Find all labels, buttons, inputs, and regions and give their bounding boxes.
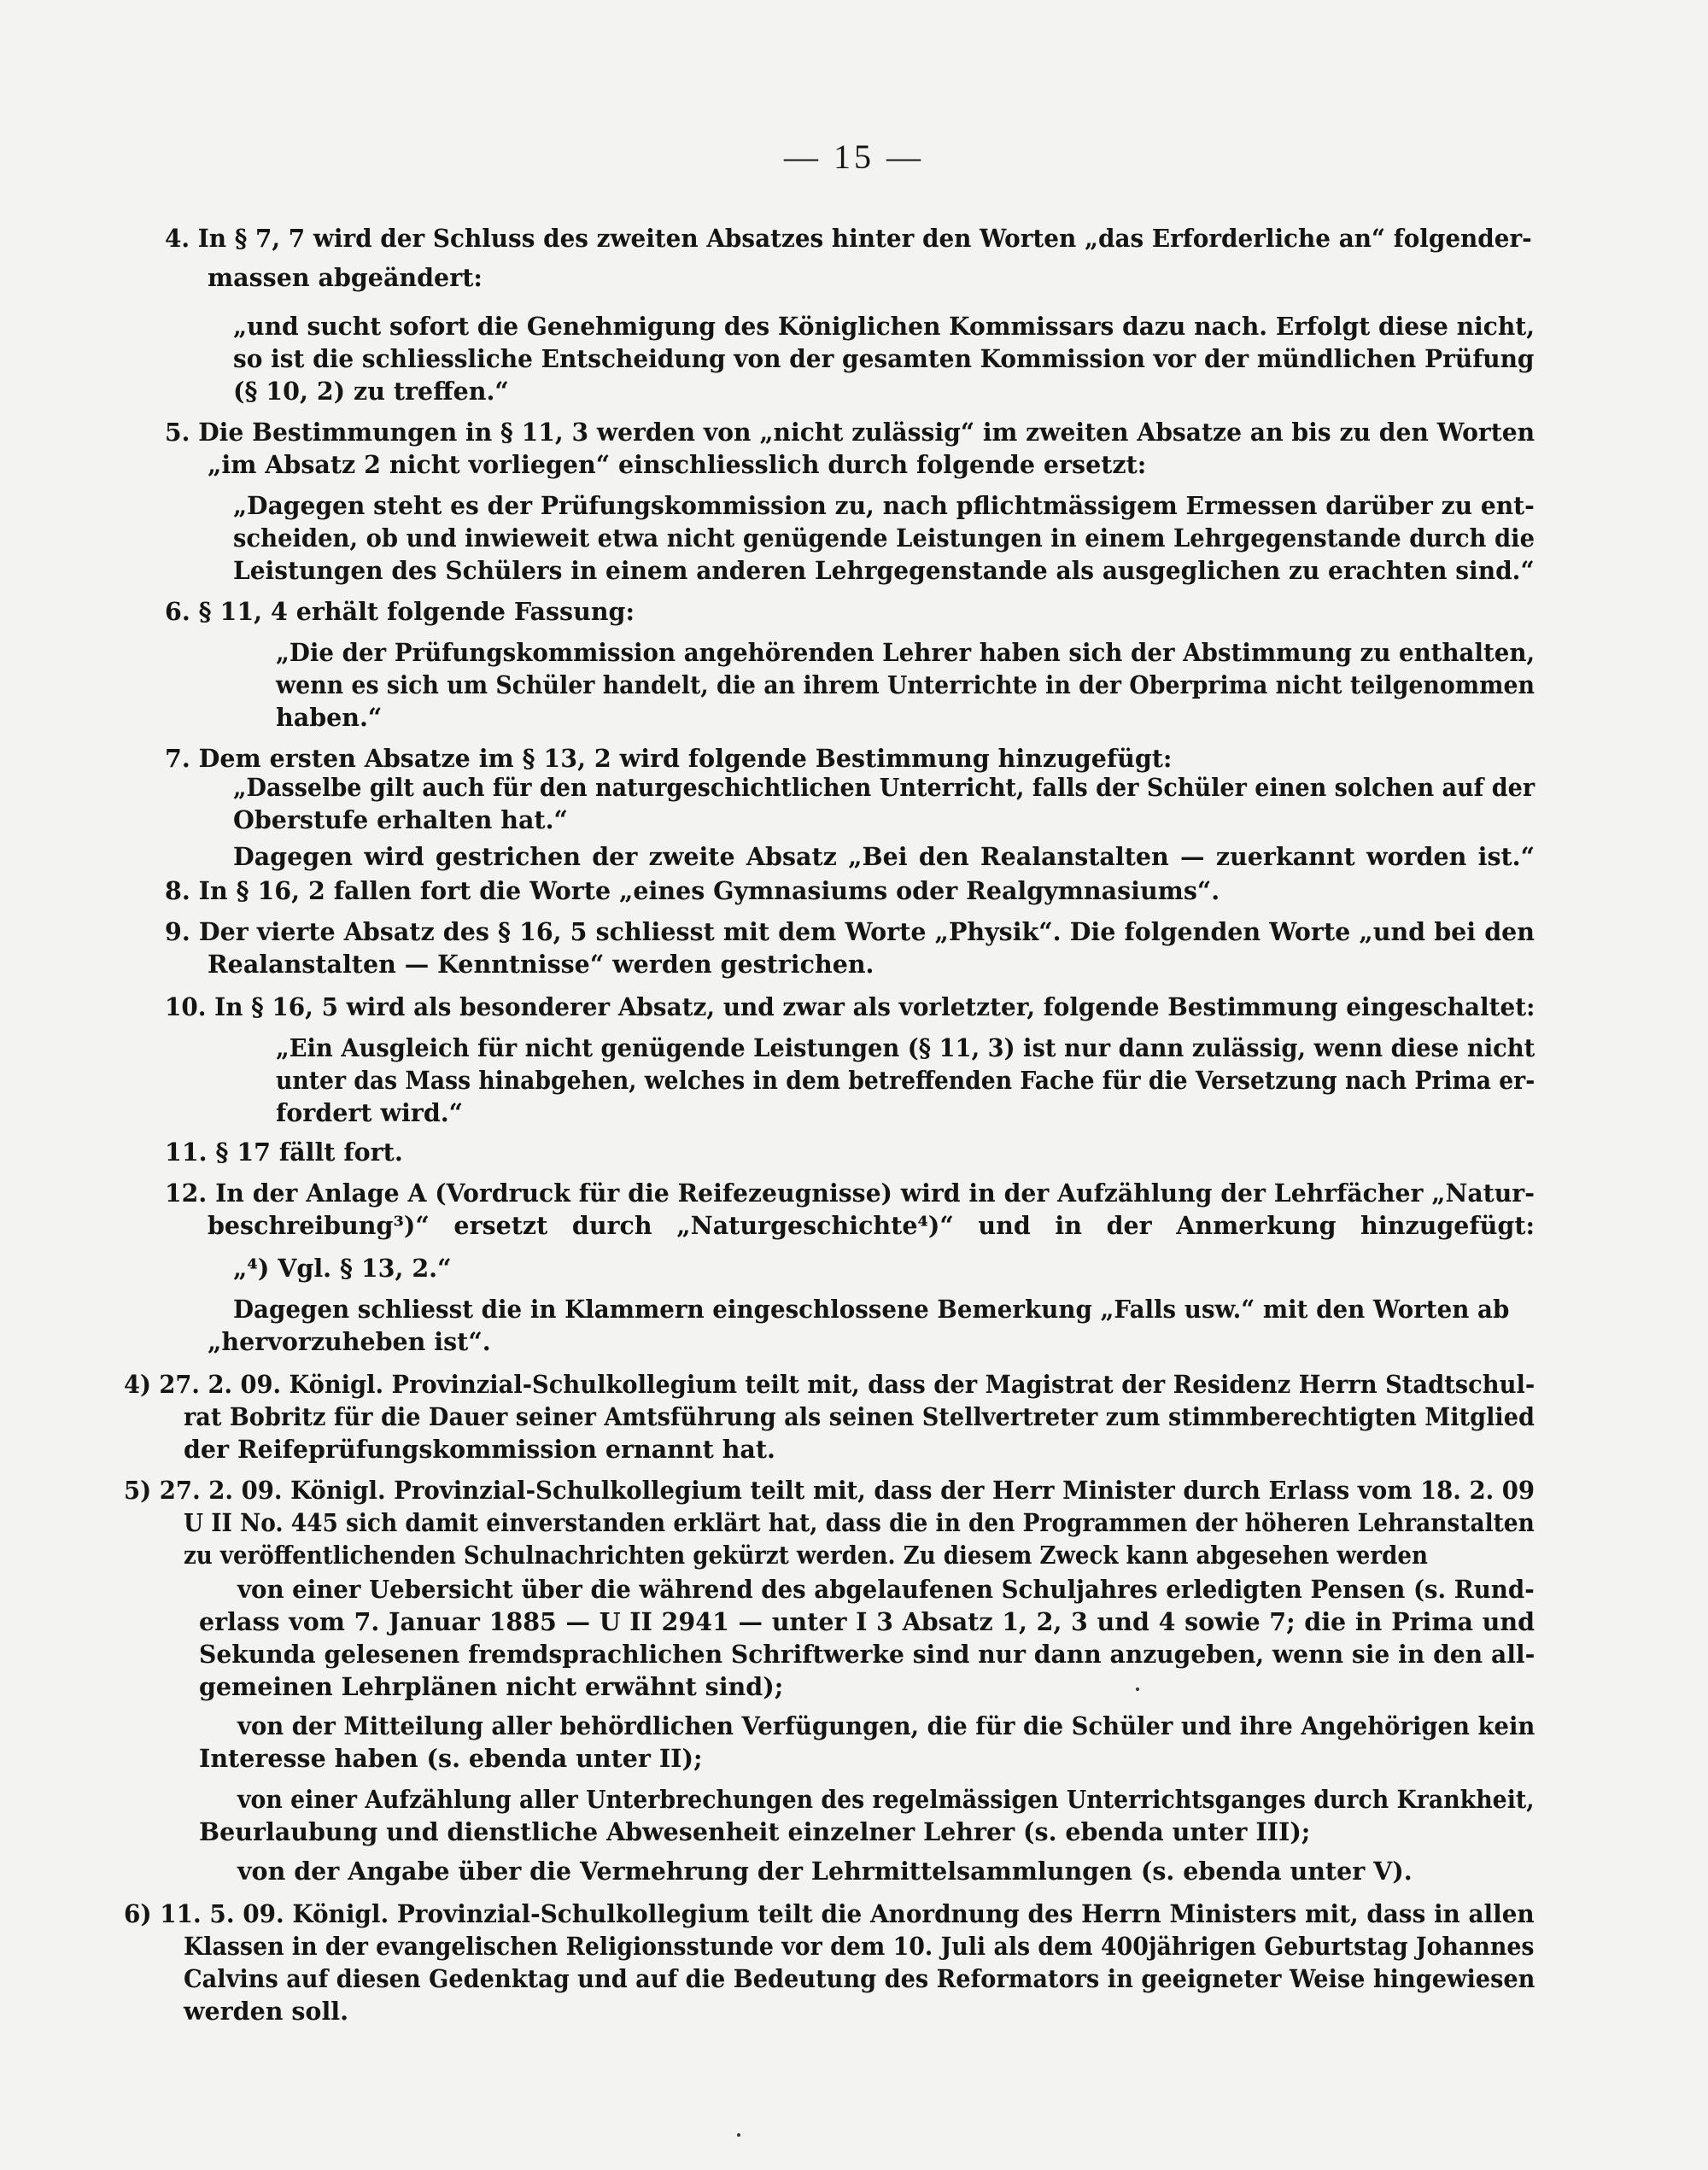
text-line: erlass vom 7. Januar 1885 — U II 2941 — unter I 3 Absatz 1, 2, 3 und 4 sowie 7; die in Prima und	[199, 1607, 1535, 1636]
text-line: 8. In § 16, 2 fallen fort die Worte „eines Gymnasiums oder Realgymnasiums“.	[165, 876, 1220, 905]
text-line: so ist die schliessliche Entscheidung von der gesamten Kommission vor der mündlichen Prüfung	[233, 344, 1535, 373]
page-number: — 15 —	[784, 137, 924, 176]
text-line: von der Angabe über die Vermehrung der Lehrmittelsammlungen (s. ebenda unter V).	[237, 1857, 1413, 1886]
text-line: U II No. 445 sich damit einverstanden erklärt hat, dass die in den Programmen der höheren Lehranstalten	[184, 1508, 1535, 1537]
text-line: 12. In der Anlage A (Vordruck für die Reifezeugnisse) wird in der Aufzählung der Lehrfächer „Natur-	[165, 1179, 1535, 1208]
text-line: wenn es sich um Schüler handelt, die an ihrem Unterrichte in der Oberprima nicht teilgenommen	[276, 670, 1535, 699]
text-line: 9. Der vierte Absatz des § 16, 5 schliesst mit dem Worte „Physik“. Die folgenden Worte „und bei den	[165, 917, 1535, 946]
text-line: „Ein Ausgleich für nicht genügende Leistungen (§ 11, 3) ist nur dann zulässig, wenn diese nicht	[276, 1033, 1535, 1062]
text-line: massen abgeändert:	[208, 263, 483, 292]
text-line: gemeinen Lehrplänen nicht erwähnt sind);	[199, 1672, 784, 1701]
text-line: von der Mitteilung aller behördlichen Verfügungen, die für die Schüler und ihre Angehörigen kein	[237, 1711, 1535, 1740]
ink-speck	[1136, 1687, 1139, 1691]
text-line: Realanstalten — Kenntnisse“ werden gestrichen.	[208, 950, 874, 979]
text-line: Oberstufe erhalten hat.“	[233, 805, 568, 834]
text-line: (§ 10, 2) zu treffen.“	[233, 377, 509, 406]
text-line: 6) 11. 5. 09. Königl. Provinzial-Schulkollegium teilt die Anordnung des Herrn Ministers mit, dass in allen	[124, 1899, 1535, 1928]
text-line: „Dasselbe gilt auch für den naturgeschichtlichen Unterricht, falls der Schüler einen solchen auf der	[233, 773, 1535, 802]
text-line: zu veröffentlichenden Schulnachrichten gekürzt werden. Zu diesem Zweck kann abgesehen werden	[184, 1541, 1428, 1570]
text-line: 4. In § 7, 7 wird der Schluss des zweiten Absatzes hinter den Worten „das Erforderliche an“ folgender-	[165, 224, 1532, 253]
text-line: 5) 27. 2. 09. Königl. Provinzial-Schulkollegium teilt mit, dass der Herr Minister durch Erlass vom 18. 2. 09	[124, 1476, 1535, 1505]
text-line: haben.“	[276, 703, 383, 732]
text-line: „Die der Prüfungskommission angehörenden Lehrer haben sich der Abstimmung zu enthalten,	[276, 638, 1535, 667]
text-line: 5. Die Bestimmungen in § 11, 3 werden von „nicht zulässig“ im zweiten Absatze an bis zu den Worten	[165, 418, 1535, 447]
text-line: fordert wird.“	[276, 1098, 464, 1127]
text-line: „hervorzuheben ist“.	[208, 1327, 491, 1356]
text-line: von einer Uebersicht über die während des abgelaufenen Schuljahres erledigten Pensen (s. Rund-	[237, 1575, 1535, 1604]
text-line: Beurlaubung und dienstliche Abwesenheit einzelner Lehrer (s. ebenda unter III);	[199, 1817, 1311, 1846]
text-line: Sekunda gelesenen fremdsprachlichen Schriftwerke sind nur dann anzugeben, wenn sie in den all-	[199, 1640, 1535, 1669]
text-line: Leistungen des Schülers in einem anderen Lehrgegenstande als ausgeglichen zu erachten sind.“	[233, 556, 1535, 585]
text-line: scheiden, ob und inwieweit etwa nicht genügende Leistungen in einem Lehrgegenstande durch die	[233, 523, 1535, 553]
text-line: 6. § 11, 4 erhält folgende Fassung:	[165, 597, 635, 626]
ink-speck	[737, 2133, 740, 2137]
text-line: „im Absatz 2 nicht vorliegen“ einschliesslich durch folgende ersetzt:	[208, 450, 1147, 479]
text-line: Dagegen wird gestrichen der zweite Absatz „Bei den Realanstalten — zuerkannt worden ist.“	[233, 842, 1535, 871]
text-line: 10. In § 16, 5 wird als besonderer Absatz, und zwar als vorletzter, folgende Bestimmung eingeschaltet:	[165, 992, 1535, 1021]
text-line: beschreibung³)“ ersetzt durch „Naturgeschichte⁴)“ und in der Anmerkung hinzugefügt:	[208, 1211, 1535, 1240]
text-line: 7. Dem ersten Absatze im § 13, 2 wird folgende Bestimmung hinzugefügt:	[165, 744, 1173, 773]
text-line: „und sucht sofort die Genehmigung des Königlichen Kommissars dazu nach. Erfolgt diese nicht,	[233, 312, 1535, 341]
text-line: 11. § 17 fällt fort.	[165, 1138, 403, 1167]
text-line: werden soll.	[184, 1997, 349, 2026]
text-line: „⁴) Vgl. § 13, 2.“	[233, 1254, 452, 1283]
text-line: Calvins auf diesen Gedenktag und auf die Bedeutung des Reformators in geeigneter Weise hingewiesen	[184, 1964, 1535, 1993]
text-line: Interesse haben (s. ebenda unter II);	[199, 1744, 703, 1773]
text-line: von einer Aufzählung aller Unterbrechungen des regelmässigen Unterrichtsganges durch Krankheit,	[237, 1785, 1535, 1814]
text-line: der Reifeprüfungskommission ernannt hat.	[184, 1435, 775, 1464]
text-line: Dagegen schliesst die in Klammern eingeschlossene Bemerkung „Falls usw.“ mit den Worten ab	[233, 1295, 1510, 1324]
text-line: Klassen in der evangelischen Religionsstunde vor dem 10. Juli als dem 400jährigen Geburtstag Johannes	[184, 1932, 1535, 1961]
text-line: rat Bobritz für die Dauer seiner Amtsführung als seinen Stellvertreter zum stimmberechtigten Mitglied	[184, 1402, 1535, 1431]
text-line: „Dagegen steht es der Prüfungskommission zu, nach pflichtmässigem Ermessen darüber zu ent-	[233, 491, 1535, 520]
text-line: unter das Mass hinabgehen, welches in dem betreffenden Fache für die Versetzung nach Prima er-	[276, 1066, 1535, 1095]
text-line: 4) 27. 2. 09. Königl. Provinzial-Schulkollegium teilt mit, dass der Magistrat der Residenz Herrn Stadtschul-	[124, 1370, 1535, 1399]
